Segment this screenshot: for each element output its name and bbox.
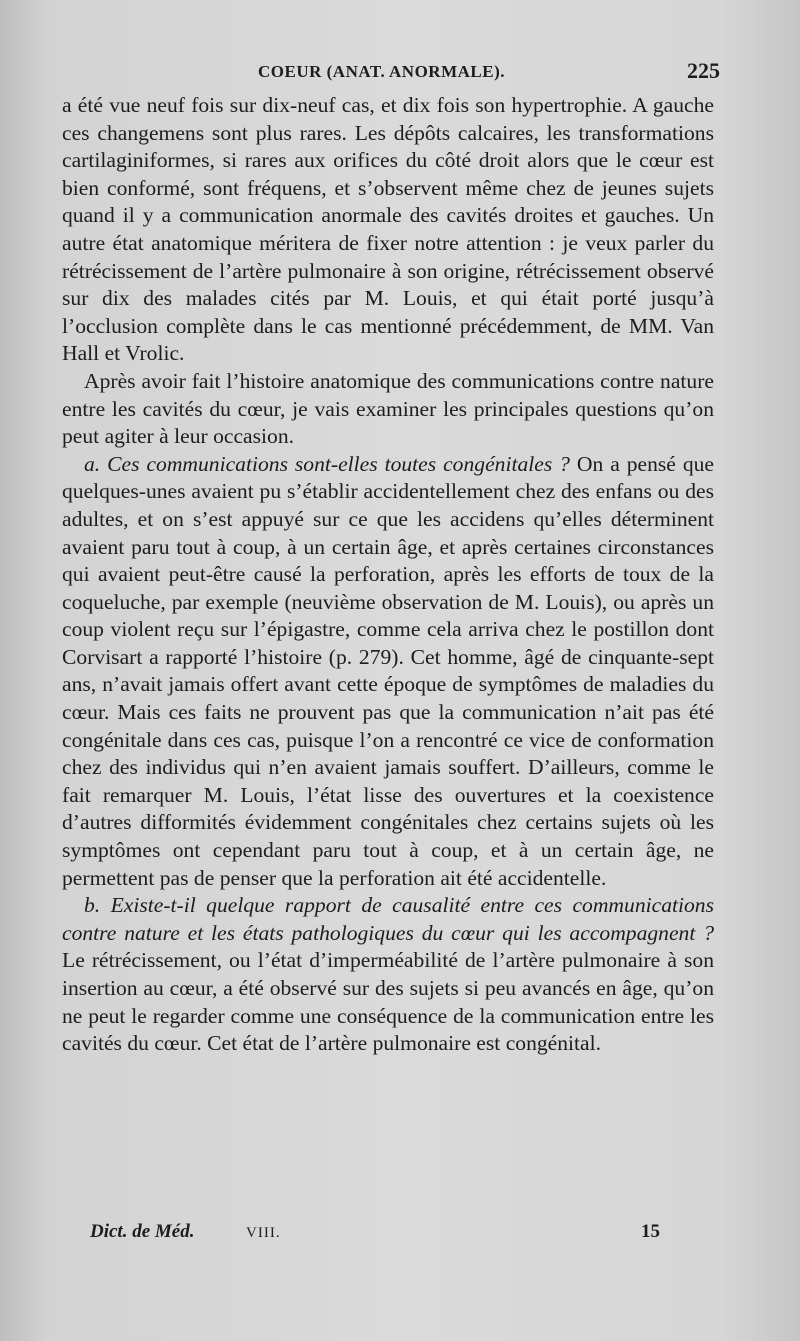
answer-a: On a pensé que quelques-unes avaient pu s’établir accidentellement chez des enfans ou des adultes, et on s’est appuyé sur ce que les accidens qu’elles déterminent avaient paru tout à coup, à un certain âge, et après certaines circonstances qui avaient peut-être causé la perforation, après les efforts de toux de la coqueluche, par exemple (neuvième observation de M. Louis), ou après un coup violent reçu sur l’épigastre, comme cela arriva chez le postillon dont Corvisart a rapporté l’histoire (p. 279). Cet homme, âgé de cinquante-sept ans, n’avait jamais offert avant cette époque de symptômes de maladies du cœur. Mais ces faits ne prouvent pas que la communication n’ait pas été congénitale dans ces cas, puisque l’on a rencontré ce vice de conformation chez des individus qui n’en avaient jamais souffert. D’ailleurs, comme le fait remarquer M. Louis, l’état lisse des ouvertures et la coexistence d’autres difformités évidemment congénitales chez certains sujets où les symptômes ont cependant paru tout à coup, et à un certain âge, ne permettent pas de penser que la perforation ait été accidentelle. [62, 451, 714, 890]
paragraph-b [62, 892, 714, 1058]
running-head [62, 58, 720, 92]
question-b: b. Existe-t-il quelque rapport de causalité entre ces communications contre nature et les états pathologiques du cœur qui les accompagnent ? [62, 893, 714, 945]
paragraph-continued: a été vue neuf fois sur dix-neuf cas, et dix fois son hypertrophie. A gauche ces changemens sont plus rares. Les dépôts calcaires, les transformations cartilaginiformes, si rares aux orifices du côté droit alors que le cœur est bien conformé, sont fréquens, et s’observent même chez de jeunes sujets quand il y a communication anormale des cavités droites et gauches. Un autre état anatomique méritera de fixer notre attention : je veux parler du rétrécissement de l’artère pulmonaire à son origine, rétrécissement observé sur dix des malades cités par M. Louis, et qui était porté jusqu’à l’occlusion complète dans le cas mentionné précédemment, de MM. Van Hall et Vrolic. [62, 93, 714, 366]
body-text [62, 92, 714, 1058]
answer-b: Le rétrécissement, ou l’état d’imperméabilité de l’artère pulmonaire à son insertion au cœur, a été observé sur des sujets si peu avancés en âge, qu’on ne peut le regarder comme une conséquence de la communication entre les cavités du cœur. Cet état de l’artère pulmonaire est congénital. [62, 948, 714, 1056]
paragraph-intro: Après avoir fait l’histoire anatomique des communications contre nature entre les cavités du cœur, je vais examiner les principales questions qu’on peut agiter à leur occasion. [62, 368, 714, 449]
page-number: 225 [687, 58, 720, 83]
question-a: a. Ces communications sont-elles toutes congénitales ? [84, 451, 570, 476]
running-title: COEUR (ANAT. ANORMALE). [258, 62, 505, 81]
footer-source: Dict. de Méd. [90, 1221, 195, 1242]
paragraph-a [62, 451, 714, 893]
footer-volume: VIII. [246, 1225, 281, 1241]
footer-signature: 15 [641, 1221, 660, 1242]
